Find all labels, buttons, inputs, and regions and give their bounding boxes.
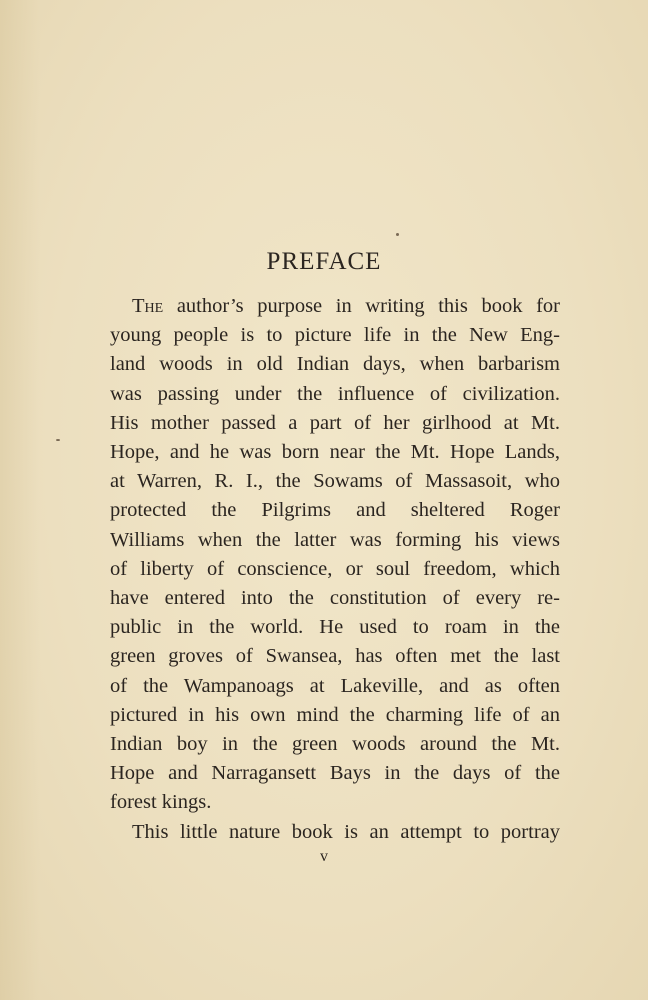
lead-word: The [132, 295, 164, 317]
text-line: This little nature book is an attempt to portray [132, 820, 560, 843]
text-line: of the Wampanoags at Lakeville, and as often [110, 674, 560, 697]
text-line: Hope and Narragansett Bays in the days of the [110, 762, 560, 785]
paper-speck [396, 233, 399, 236]
text-line: land woods in old Indian days, when barbarism [110, 353, 560, 376]
text-line: young people is to picture life in the New Eng- [110, 324, 560, 347]
text-line: green groves of Swansea, has often met the last [110, 645, 560, 668]
text-line-content: author’s purpose in writing this book for [163, 295, 560, 317]
text-line: His mother passed a part of her girlhood at Mt. [110, 411, 560, 434]
paper-speck [56, 439, 60, 441]
text-line: Indian boy in the green woods around the Mt. [110, 733, 560, 756]
text-line: forest kings. [110, 791, 212, 814]
preface-body [110, 292, 560, 847]
text-line: of liberty of conscience, or soul freedom, which [110, 557, 560, 580]
text-line: public in the world. He used to roam in the [110, 616, 560, 639]
page-title: PREFACE [266, 248, 382, 275]
paragraph-1 [110, 292, 560, 818]
text-line: was passing under the influence of civilization. [110, 382, 560, 405]
text-line: protected the Pilgrims and sheltered Roger [110, 499, 560, 522]
text-line: Hope, and he was born near the Mt. Hope Lands, [110, 441, 560, 464]
paragraph-2 [110, 818, 560, 847]
text-line: at Warren, R. I., the Sowams of Massasoit, who [110, 470, 560, 493]
page-number: v [320, 848, 328, 865]
text-line: pictured in his own mind the charming life of an [110, 703, 560, 726]
text-line: Williams when the latter was forming his views [110, 528, 560, 551]
text-line [110, 292, 560, 321]
text-line: have entered into the constitution of every re- [110, 587, 560, 610]
